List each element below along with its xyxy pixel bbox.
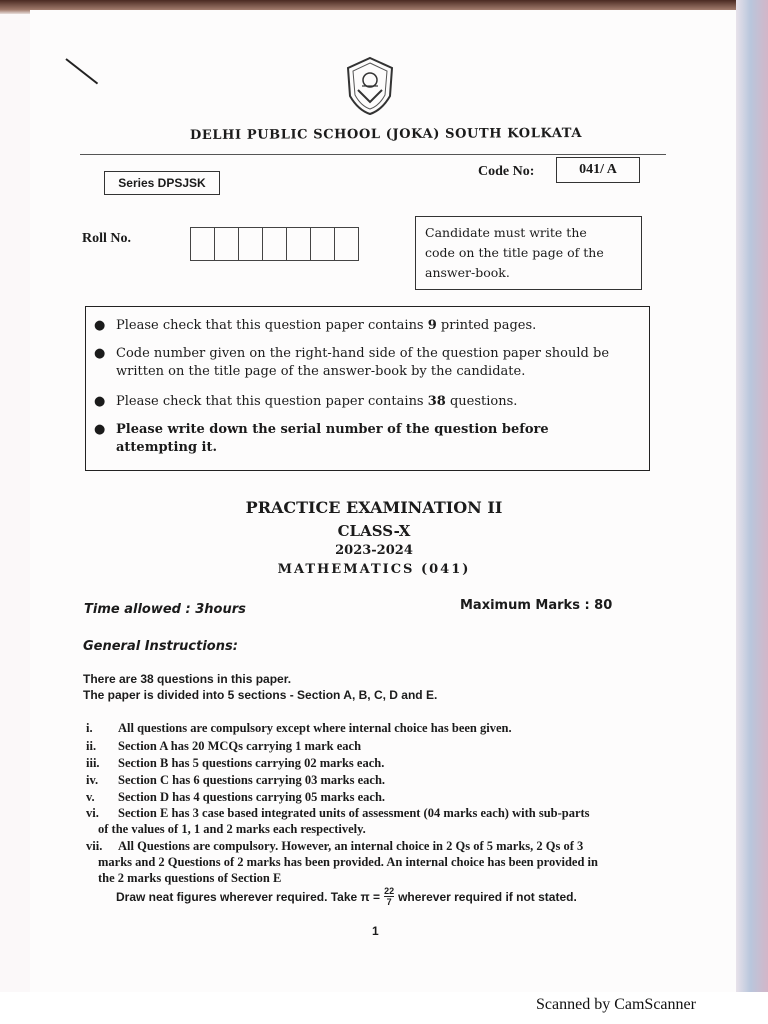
roll-number-cell xyxy=(310,227,335,261)
code-label: Code No: xyxy=(478,164,535,179)
subject-title: MATHEMATICS (041) xyxy=(277,562,471,577)
exam-title: PRACTICE EXAMINATION II xyxy=(245,498,503,517)
roll-number-cell xyxy=(214,227,239,261)
intro-line: There are 38 questions in this paper. xyxy=(83,672,292,686)
bullet-icon: ● xyxy=(94,318,106,333)
instruction-item: ii. Section A has 20 MCQs carrying 1 mark each xyxy=(86,739,362,753)
notice-item: ● Code number given on the right-hand side of the question paper should be written on the title page of the answer-book by the candidate. xyxy=(94,346,610,379)
intro-line: The paper is divided into 5 sections - Section A, B, C, D and E. xyxy=(83,688,438,702)
instruction-item: vii. All Questions are compulsory. However, an internal choice in 2 Qs of 5 marks, 2 Qs of 3 marks and 2 Questions of 2 marks has been provided. An internal choice has been provided in the 2 marks questions of Section E xyxy=(86,839,598,885)
bullet-icon: ● xyxy=(94,346,106,361)
roll-number-cell xyxy=(238,227,263,261)
instruction-item: iii. Section B has 5 questions carrying 02 marks each. xyxy=(86,756,385,770)
bullet-icon: ● xyxy=(94,394,106,409)
class-title: CLASS-X xyxy=(337,522,411,540)
candidate-note-box xyxy=(415,216,642,290)
session-title: 2023-2024 xyxy=(335,543,413,558)
bullet-icon: ● xyxy=(94,422,106,437)
pi-fraction: $\frac{22}{7}$ xyxy=(384,886,395,907)
notice-item: ● Please check that this question paper contains 38 questions. xyxy=(94,394,518,409)
instruction-item: v. Section D has 4 questions carrying 05 marks each. xyxy=(86,790,386,804)
notice-item: ● Please write down the serial number of the question before attempting it. xyxy=(94,422,549,455)
time-allowed: Time allowed : 3hours xyxy=(84,602,246,617)
instruction-item: vi. Section E has 3 case based integrated units of assessment (04 marks each) with sub-parts of the values of 1, 1 and 2 marks each respectively. xyxy=(86,806,590,836)
photo-right-edge xyxy=(736,0,768,992)
scanner-watermark: Scanned by CamScanner xyxy=(536,996,696,1013)
instruction-item: i. All questions are compulsory except where internal choice has been given. xyxy=(86,721,512,735)
school-name: DELHI PUBLIC SCHOOL (JOKA) SOUTH KOLKATA xyxy=(189,125,583,144)
page-number: 1 xyxy=(372,924,379,938)
roll-number-cell xyxy=(286,227,311,261)
header-rule xyxy=(80,154,666,155)
candidate-note-line: answer-book. xyxy=(425,265,510,280)
instruction-item: iv. Section C has 6 questions carrying 03 marks each. xyxy=(86,773,386,787)
code-value-box: 041/ A xyxy=(556,157,640,183)
roll-number-cell xyxy=(190,227,215,261)
series-box: Series DPSJSK xyxy=(104,171,220,195)
roll-number-boxes xyxy=(190,227,358,261)
roll-number-cell xyxy=(334,227,359,261)
candidate-note-line: code on the title page of the xyxy=(425,245,604,260)
notice-box xyxy=(85,306,650,471)
maximum-marks: Maximum Marks : 80 xyxy=(460,598,613,613)
candidate-note-line: Candidate must write the xyxy=(425,225,587,240)
general-instructions-heading: General Instructions: xyxy=(83,639,238,654)
school-crest-icon xyxy=(342,56,398,116)
roll-number-label: Roll No. xyxy=(82,231,131,246)
roll-number-cell xyxy=(262,227,287,261)
draw-figures-note: Draw neat figures wherever required. Take π = $\frac{22}{7}$ wherever required if not stated. xyxy=(116,886,577,907)
notice-item: ● Please check that this question paper contains 9 printed pages. xyxy=(94,318,537,333)
